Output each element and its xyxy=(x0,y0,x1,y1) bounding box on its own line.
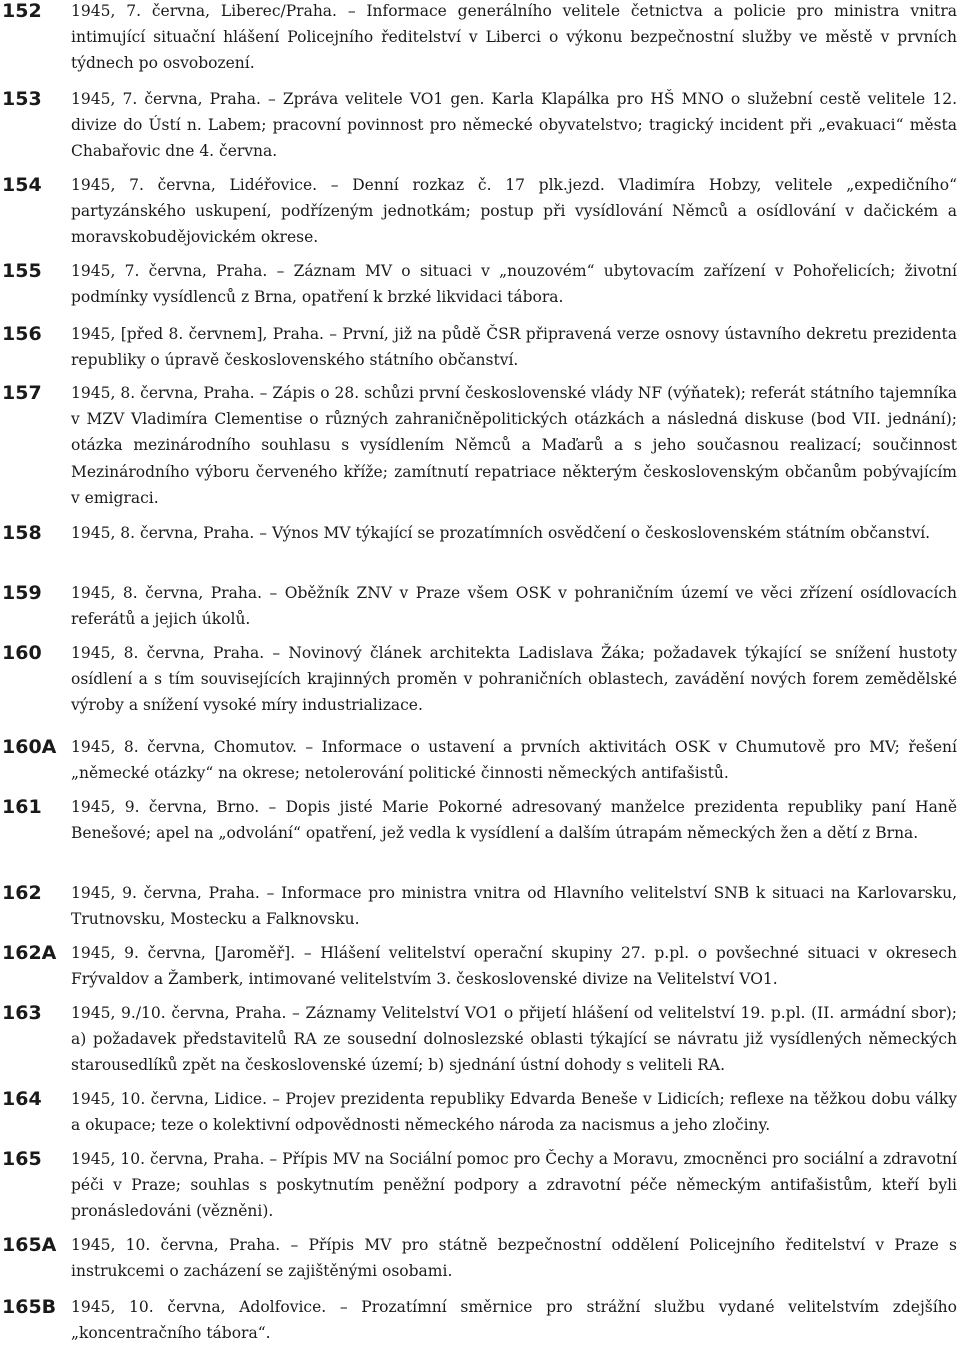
entry-text: 1945, 8. června, Praha. – Výnos MV týkající se prozatímních osvědčení o československém státním občanství. xyxy=(71,524,931,542)
entry-text: 1945, [před 8. červnem], Praha. – První, již na půdě ČSR připravená verze osnovy ústavního dekretu prezidenta republiky o úpravě československého státního občanství. xyxy=(71,325,957,370)
entry-text: 1945, 8. června, Praha. – Oběžník ZNV v Praze všem OSK v pohraničním území ve věci zřízení osídlovacích referátů a jejich úkolů. xyxy=(71,584,957,629)
entry-text: 1945, 10. června, Adolfovice. – Prozatímní směrnice pro strážní službu vydané velitelstvím zdejšího „koncentračního tábora“. xyxy=(71,1298,957,1343)
entry-number: 157 xyxy=(2,382,42,404)
entry-number: 165 xyxy=(2,1148,42,1170)
entry-text: 1945, 10. června, Lidice. – Projev prezidenta republiky Edvarda Beneše v Lidicích; reflexe na těžkou dobu války a okupace; teze o kolektivní odpovědnosti německého národa za nacismus a jeho zločiny. xyxy=(71,1090,957,1135)
entry-number: 158 xyxy=(2,522,42,544)
entry-text: 1945, 9./10. června, Praha. – Záznamy Velitelství VO1 o přijetí hlášení od velitelství 19. p.pl. (II. armádní sbor); a) požadavek představitelů RA ze sousední dolnoslezské oblasti týkající se návratu již vysídlených německých starousedlíků zpět na československé území; b) sjednání ústní dohody s veliteli RA. xyxy=(71,1004,957,1075)
entry-text: 1945, 7. června, Praha. – Záznam MV o situaci v „nouzovém“ ubytovacím zařízení v Pohořelicích; životní podmínky vysídlenců z Brna, opatření k brzké likvidaci tábora. xyxy=(71,262,957,307)
entry-text: 1945, 7. června, Liberec/Praha. – Informace generálního velitele četnictva a policie pro ministra vnitra intimující situační hlášení Policejního ředitelství v Liberci o výkonu bezpečnostní služby ve městě v prvních týdnech po osvobození. xyxy=(71,2,957,73)
entry-number: 165B xyxy=(2,1296,57,1318)
entry-text: 1945, 8. června, Praha. – Novinový článek architekta Ladislava Žáka; požadavek týkající se snížení hustoty osídlení a s tím souvisejících krajinných proměn v pohraničních oblastech, zavádění nových forem zemědělské výroby a snížení vysoké míry industrializace. xyxy=(71,644,957,715)
entry-text: 1945, 9. června, Praha. – Informace pro ministra vnitra od Hlavního velitelství SNB k situaci na Karlovarsku, Trutnovsku, Mostecku a Falknovsku. xyxy=(71,884,957,929)
entry-number: 162A xyxy=(2,942,57,964)
entry-number: 155 xyxy=(2,260,42,282)
entry-number: 160A xyxy=(2,736,57,758)
entry-text: 1945, 8. června, Chomutov. – Informace o ustavení a prvních aktivitách OSK v Chumutově pro MV; řešení „německé otázky“ na okrese; netolerování politické činnosti německých antifašistů. xyxy=(71,738,957,783)
entry-number: 163 xyxy=(2,1002,42,1024)
entry-text: 1945, 7. června, Lidéřovice. – Denní rozkaz č. 17 plk.jezd. Vladimíra Hobzy, velitele „expedičního“ partyzánského uskupení, podřízeným jednotkám; postup při vysídlování Němců a osídlování v dačickém a moravskobudějovickém okrese. xyxy=(71,176,957,247)
entry-text: 1945, 10. června, Praha. – Přípis MV pro státně bezpečnostní oddělení Policejního ředitelství v Praze s instrukcemi o zacházení se zajištěnými osobami. xyxy=(71,1236,957,1281)
entry-number: 164 xyxy=(2,1088,42,1110)
entry-text: 1945, 9. června, [Jaroměř]. – Hlášení velitelství operační skupiny 27. p.pl. o povšechné situaci v okresech Frývaldov a Žamberk, intimované velitelstvím 3. československé divize na Velitelství VO1. xyxy=(71,944,957,989)
entry-number: 159 xyxy=(2,582,42,604)
entry-number: 152 xyxy=(2,0,42,22)
entry-number: 156 xyxy=(2,323,42,345)
entry-number: 162 xyxy=(2,882,42,904)
entry-number: 160 xyxy=(2,642,42,664)
entry-text: 1945, 7. června, Praha. – Zpráva velitele VO1 gen. Karla Klapálka pro HŠ MNO o služební cestě velitele 12. divize do Ústí n. Labem; pracovní povinnost pro německé obyvatelstvo; tragický incident při „evakuaci“ města Chabařovic dne 4. června. xyxy=(71,90,957,161)
entry-number: 153 xyxy=(2,88,42,110)
entry-number: 161 xyxy=(2,796,42,818)
entry-text: 1945, 10. června, Praha. – Přípis MV na Sociální pomoc pro Čechy a Moravu, zmocněnci pro sociální a zdravotní péči v Praze; souhlas s poskytnutím peněžní podpory a zdravotní péče německým antifašistům, kteří byli pronásledováni (vězněni). xyxy=(71,1150,957,1221)
entry-number: 154 xyxy=(2,174,42,196)
entry-text: 1945, 8. června, Praha. – Zápis o 28. schůzi první československé vlády NF (výňatek); referát státního tajemníka v MZV Vladimíra Clementise o různých zahraničněpolitických otázkách a následná diskuse (bod VII. jednání); otázka mezinárodního souhlasu s vysídlením Němců a Maďarů a s jeho současnou realizací; součinnost Mezinárodního výboru červeného kříže; zamítnutí repatriace některým československým občanům pobývajícím v emigraci. xyxy=(71,384,957,507)
entry-text: 1945, 9. června, Brno. – Dopis jisté Marie Pokorné adresovaný manželce prezidenta republiky paní Haně Benešové; apel na „odvolání“ opatření, jež vedla k vysídlení a dalším útrapám německých žen a dětí z Brna. xyxy=(71,798,957,843)
entry-number: 165A xyxy=(2,1234,57,1256)
